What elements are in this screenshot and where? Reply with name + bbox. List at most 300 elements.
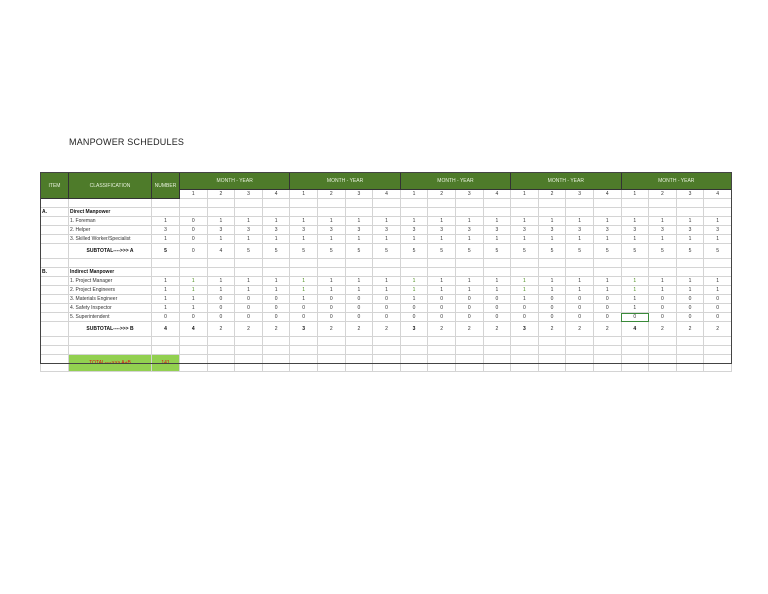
empty-cell[interactable]	[428, 337, 456, 346]
subtotal-value[interactable]: 2	[593, 322, 621, 337]
value-cell[interactable]: 0	[345, 313, 373, 322]
total-number[interactable]: 141	[152, 355, 180, 372]
value-cell[interactable]: 1	[676, 217, 704, 226]
header-week[interactable]: 2	[649, 190, 677, 199]
value-cell[interactable]: 0	[317, 295, 345, 304]
value-cell[interactable]: 0	[676, 313, 704, 322]
empty-cell[interactable]	[538, 346, 566, 355]
value-cell[interactable]: 0	[235, 295, 263, 304]
empty-cell[interactable]	[345, 259, 373, 268]
empty-cell[interactable]	[207, 355, 235, 372]
empty-cell[interactable]	[180, 355, 208, 372]
value-cell[interactable]: 3	[704, 226, 732, 235]
empty-cell[interactable]	[621, 346, 649, 355]
value-cell[interactable]: 1	[207, 286, 235, 295]
empty-cell[interactable]	[235, 355, 263, 372]
subtotal-value[interactable]: 2	[676, 322, 704, 337]
empty-cell[interactable]	[207, 268, 235, 277]
empty-cell[interactable]	[290, 337, 318, 346]
header-week[interactable]: 1	[511, 190, 539, 199]
number-cell[interactable]: 1	[152, 235, 180, 244]
header-month-year[interactable]: MONTH - YEAR	[400, 173, 510, 190]
value-cell[interactable]: 0	[180, 235, 208, 244]
empty-cell[interactable]	[538, 208, 566, 217]
empty-cell[interactable]	[704, 259, 732, 268]
subtotal-value[interactable]: 5	[345, 244, 373, 259]
value-cell[interactable]: 3	[676, 226, 704, 235]
header-month-year[interactable]: MONTH - YEAR	[511, 173, 621, 190]
value-cell[interactable]: 1	[704, 286, 732, 295]
empty-cell[interactable]	[566, 355, 594, 372]
empty-cell[interactable]	[262, 337, 290, 346]
value-cell[interactable]: 1	[373, 286, 401, 295]
empty-cell[interactable]	[180, 268, 208, 277]
empty-cell[interactable]	[152, 337, 180, 346]
value-cell[interactable]: 1	[621, 295, 649, 304]
value-cell[interactable]: 1	[483, 235, 511, 244]
empty-cell[interactable]	[41, 259, 69, 268]
value-cell[interactable]: 1	[704, 235, 732, 244]
value-cell[interactable]: 1	[621, 235, 649, 244]
value-cell[interactable]: 0	[483, 295, 511, 304]
empty-cell[interactable]	[41, 277, 69, 286]
header-week[interactable]: 2	[538, 190, 566, 199]
empty-cell[interactable]	[41, 295, 69, 304]
value-cell[interactable]: 1	[345, 235, 373, 244]
value-cell[interactable]: 1	[593, 235, 621, 244]
value-cell[interactable]: 0	[262, 295, 290, 304]
empty-cell[interactable]	[41, 199, 69, 208]
value-cell[interactable]: 0	[483, 304, 511, 313]
empty-cell[interactable]	[704, 199, 732, 208]
empty-cell[interactable]	[538, 259, 566, 268]
empty-cell[interactable]	[649, 259, 677, 268]
classification-label[interactable]: 3. Skilled Worker/Specialist	[69, 235, 152, 244]
value-cell[interactable]: 3	[290, 226, 318, 235]
subtotal-value[interactable]: 5	[704, 244, 732, 259]
empty-cell[interactable]	[290, 355, 318, 372]
empty-cell[interactable]	[207, 337, 235, 346]
value-cell[interactable]: 1	[345, 286, 373, 295]
subtotal-value[interactable]: 2	[704, 322, 732, 337]
empty-cell[interactable]	[235, 259, 263, 268]
value-cell[interactable]: 0	[538, 304, 566, 313]
value-cell[interactable]: 1	[400, 295, 428, 304]
value-cell[interactable]: 3	[538, 226, 566, 235]
value-cell[interactable]: 3	[400, 226, 428, 235]
value-cell[interactable]: 1	[538, 286, 566, 295]
empty-cell[interactable]	[483, 346, 511, 355]
value-cell[interactable]: 0	[345, 304, 373, 313]
header-week[interactable]: 1	[290, 190, 318, 199]
value-cell[interactable]: 0	[593, 304, 621, 313]
value-cell[interactable]: 1	[400, 277, 428, 286]
value-cell[interactable]: 3	[483, 226, 511, 235]
empty-cell[interactable]	[676, 268, 704, 277]
value-cell[interactable]: 1	[621, 217, 649, 226]
subtotal-value[interactable]: 2	[566, 322, 594, 337]
value-cell[interactable]: 1	[428, 286, 456, 295]
value-cell[interactable]: 3	[455, 226, 483, 235]
empty-cell[interactable]	[455, 259, 483, 268]
empty-cell[interactable]	[180, 199, 208, 208]
value-cell[interactable]: 0	[483, 313, 511, 322]
value-cell[interactable]: 0	[455, 313, 483, 322]
header-week[interactable]: 4	[262, 190, 290, 199]
value-cell[interactable]: 0	[290, 313, 318, 322]
value-cell[interactable]: 1	[593, 286, 621, 295]
value-cell[interactable]: 1	[180, 286, 208, 295]
empty-cell[interactable]	[69, 346, 152, 355]
empty-cell[interactable]	[345, 199, 373, 208]
classification-label[interactable]: 1. Project Manager	[69, 277, 152, 286]
empty-cell[interactable]	[41, 217, 69, 226]
value-cell[interactable]: 0	[317, 313, 345, 322]
empty-cell[interactable]	[290, 346, 318, 355]
empty-cell[interactable]	[593, 337, 621, 346]
value-cell[interactable]: 1	[400, 235, 428, 244]
empty-cell[interactable]	[621, 199, 649, 208]
empty-cell[interactable]	[235, 208, 263, 217]
header-item[interactable]: ITEM	[41, 173, 69, 199]
empty-cell[interactable]	[262, 208, 290, 217]
empty-cell[interactable]	[235, 346, 263, 355]
empty-cell[interactable]	[649, 355, 677, 372]
header-week[interactable]: 2	[207, 190, 235, 199]
value-cell[interactable]: 0	[373, 304, 401, 313]
empty-cell[interactable]	[704, 346, 732, 355]
empty-cell[interactable]	[511, 259, 539, 268]
subtotal-value[interactable]: 5	[538, 244, 566, 259]
empty-cell[interactable]	[704, 268, 732, 277]
empty-cell[interactable]	[511, 199, 539, 208]
empty-cell[interactable]	[345, 208, 373, 217]
value-cell[interactable]: 1	[455, 235, 483, 244]
subtotal-value[interactable]: 4	[180, 322, 208, 337]
empty-cell[interactable]	[566, 337, 594, 346]
empty-cell[interactable]	[152, 268, 180, 277]
empty-cell[interactable]	[345, 346, 373, 355]
empty-cell[interactable]	[538, 268, 566, 277]
value-cell[interactable]: 0	[566, 304, 594, 313]
value-cell[interactable]: 1	[317, 235, 345, 244]
empty-cell[interactable]	[317, 355, 345, 372]
value-cell[interactable]: 0	[207, 313, 235, 322]
empty-cell[interactable]	[704, 355, 732, 372]
value-cell[interactable]: 1	[290, 217, 318, 226]
value-cell[interactable]: 1	[180, 277, 208, 286]
empty-cell[interactable]	[235, 199, 263, 208]
value-cell[interactable]: 1	[235, 235, 263, 244]
empty-cell[interactable]	[373, 208, 401, 217]
value-cell[interactable]: 1	[621, 277, 649, 286]
empty-cell[interactable]	[676, 337, 704, 346]
empty-cell[interactable]	[676, 355, 704, 372]
empty-cell[interactable]	[511, 268, 539, 277]
empty-cell[interactable]	[483, 208, 511, 217]
number-cell[interactable]: 1	[152, 295, 180, 304]
value-cell[interactable]: 1	[262, 217, 290, 226]
subtotal-value[interactable]: 2	[373, 322, 401, 337]
empty-cell[interactable]	[180, 346, 208, 355]
value-cell[interactable]: 1	[538, 217, 566, 226]
subtotal-value[interactable]: 5	[290, 244, 318, 259]
empty-cell[interactable]	[593, 208, 621, 217]
subtotal-value[interactable]: 5	[621, 244, 649, 259]
empty-cell[interactable]	[428, 268, 456, 277]
value-cell[interactable]: 1	[428, 235, 456, 244]
value-cell[interactable]: 3	[317, 226, 345, 235]
empty-cell[interactable]	[455, 346, 483, 355]
value-cell[interactable]: 1	[704, 217, 732, 226]
value-cell[interactable]: 1	[649, 286, 677, 295]
empty-cell[interactable]	[621, 355, 649, 372]
empty-cell[interactable]	[566, 346, 594, 355]
subtotal-value[interactable]: 3	[400, 322, 428, 337]
header-week[interactable]: 2	[428, 190, 456, 199]
classification-label[interactable]: 2. Project Engineers	[69, 286, 152, 295]
empty-cell[interactable]	[400, 346, 428, 355]
value-cell[interactable]: 0	[317, 304, 345, 313]
empty-cell[interactable]	[180, 259, 208, 268]
empty-cell[interactable]	[428, 199, 456, 208]
empty-cell[interactable]	[538, 355, 566, 372]
empty-cell[interactable]	[428, 259, 456, 268]
empty-cell[interactable]	[317, 199, 345, 208]
empty-cell[interactable]	[593, 268, 621, 277]
value-cell[interactable]: 1	[400, 286, 428, 295]
empty-cell[interactable]	[41, 286, 69, 295]
empty-cell[interactable]	[649, 208, 677, 217]
header-week[interactable]: 3	[676, 190, 704, 199]
value-cell[interactable]: 1	[511, 277, 539, 286]
value-cell[interactable]: 0	[180, 217, 208, 226]
empty-cell[interactable]	[400, 208, 428, 217]
subtotal-label[interactable]: SUBTOTAL---->>> A	[69, 244, 152, 259]
subtotal-value[interactable]: 5	[400, 244, 428, 259]
value-cell[interactable]: 3	[207, 226, 235, 235]
subtotal-value[interactable]: 5	[566, 244, 594, 259]
header-week[interactable]: 4	[704, 190, 732, 199]
empty-cell[interactable]	[593, 199, 621, 208]
value-cell[interactable]: 0	[455, 295, 483, 304]
empty-cell[interactable]	[262, 268, 290, 277]
value-cell[interactable]: 1	[455, 286, 483, 295]
value-cell[interactable]: 1	[317, 286, 345, 295]
value-cell[interactable]: 1	[566, 277, 594, 286]
subtotal-value[interactable]: 5	[373, 244, 401, 259]
value-cell[interactable]: 0	[704, 304, 732, 313]
value-cell[interactable]: 1	[566, 235, 594, 244]
value-cell[interactable]: 1	[593, 217, 621, 226]
value-cell[interactable]: 0	[373, 295, 401, 304]
empty-cell[interactable]	[41, 244, 69, 259]
value-cell[interactable]: 3	[373, 226, 401, 235]
header-number[interactable]: NUMBER	[152, 173, 180, 199]
subtotal-value[interactable]: 5	[593, 244, 621, 259]
value-cell[interactable]: 0	[428, 313, 456, 322]
value-cell[interactable]: 0	[235, 304, 263, 313]
empty-cell[interactable]	[400, 268, 428, 277]
subtotal-value[interactable]: 4	[621, 322, 649, 337]
value-cell[interactable]: 1	[180, 304, 208, 313]
subtotal-value[interactable]: 2	[538, 322, 566, 337]
header-week[interactable]: 3	[345, 190, 373, 199]
empty-cell[interactable]	[290, 259, 318, 268]
value-cell[interactable]: 1	[483, 277, 511, 286]
value-cell[interactable]: 0	[262, 304, 290, 313]
header-month-year[interactable]: MONTH - YEAR	[621, 173, 732, 190]
subtotal-value[interactable]: 5	[235, 244, 263, 259]
empty-cell[interactable]	[704, 337, 732, 346]
header-week[interactable]: 3	[455, 190, 483, 199]
value-cell[interactable]: 0	[180, 226, 208, 235]
value-cell[interactable]: 0	[649, 304, 677, 313]
value-cell[interactable]: 1	[428, 217, 456, 226]
value-cell[interactable]: 1	[345, 277, 373, 286]
empty-cell[interactable]	[621, 337, 649, 346]
empty-cell[interactable]	[566, 259, 594, 268]
empty-cell[interactable]	[428, 355, 456, 372]
empty-cell[interactable]	[455, 199, 483, 208]
number-cell[interactable]: 1	[152, 277, 180, 286]
value-cell[interactable]: 0	[428, 295, 456, 304]
value-cell[interactable]: 1	[290, 286, 318, 295]
subtotal-value[interactable]: 5	[262, 244, 290, 259]
empty-cell[interactable]	[207, 259, 235, 268]
subtotal-value[interactable]: 2	[345, 322, 373, 337]
value-cell[interactable]: 1	[317, 217, 345, 226]
empty-cell[interactable]	[317, 346, 345, 355]
value-cell[interactable]: 1	[649, 217, 677, 226]
empty-cell[interactable]	[593, 259, 621, 268]
empty-cell[interactable]	[235, 337, 263, 346]
value-cell[interactable]: 1	[290, 277, 318, 286]
section-name[interactable]: Indirect Manpower	[69, 268, 152, 277]
subtotal-value[interactable]: 2	[649, 322, 677, 337]
value-cell[interactable]: 1	[428, 277, 456, 286]
value-cell[interactable]: 1	[566, 286, 594, 295]
number-cell[interactable]: 0	[152, 313, 180, 322]
number-cell[interactable]: 1	[152, 304, 180, 313]
empty-cell[interactable]	[345, 268, 373, 277]
empty-cell[interactable]	[593, 355, 621, 372]
empty-cell[interactable]	[345, 337, 373, 346]
header-week[interactable]: 3	[566, 190, 594, 199]
value-cell[interactable]: 1	[262, 286, 290, 295]
classification-label[interactable]: 5. Superintendent	[69, 313, 152, 322]
header-month-year[interactable]: MONTH - YEAR	[290, 173, 400, 190]
empty-cell[interactable]	[152, 346, 180, 355]
empty-cell[interactable]	[649, 199, 677, 208]
header-week[interactable]: 1	[400, 190, 428, 199]
empty-cell[interactable]	[41, 346, 69, 355]
empty-cell[interactable]	[373, 337, 401, 346]
empty-cell[interactable]	[290, 268, 318, 277]
value-cell[interactable]: 0	[235, 313, 263, 322]
empty-cell[interactable]	[566, 208, 594, 217]
empty-cell[interactable]	[152, 199, 180, 208]
empty-cell[interactable]	[483, 355, 511, 372]
value-cell[interactable]: 0	[676, 295, 704, 304]
value-cell[interactable]: 3	[511, 226, 539, 235]
subtotal-value[interactable]: 2	[455, 322, 483, 337]
value-cell[interactable]: 3	[235, 226, 263, 235]
empty-cell[interactable]	[207, 346, 235, 355]
value-cell[interactable]: 1	[207, 235, 235, 244]
number-cell[interactable]: 3	[152, 226, 180, 235]
empty-cell[interactable]	[511, 355, 539, 372]
empty-cell[interactable]	[428, 346, 456, 355]
empty-cell[interactable]	[400, 259, 428, 268]
value-cell[interactable]: 0	[373, 313, 401, 322]
value-cell[interactable]: 0	[649, 313, 677, 322]
empty-cell[interactable]	[511, 337, 539, 346]
value-cell[interactable]: 3	[593, 226, 621, 235]
header-week[interactable]: 1	[180, 190, 208, 199]
empty-cell[interactable]	[373, 346, 401, 355]
empty-cell[interactable]	[483, 337, 511, 346]
header-week[interactable]: 4	[373, 190, 401, 199]
empty-cell[interactable]	[483, 268, 511, 277]
empty-cell[interactable]	[262, 259, 290, 268]
empty-cell[interactable]	[41, 226, 69, 235]
value-cell[interactable]: 0	[400, 313, 428, 322]
empty-cell[interactable]	[69, 337, 152, 346]
value-cell[interactable]: 1	[649, 235, 677, 244]
subtotal-label[interactable]: SUBTOTAL---->>> B	[69, 322, 152, 337]
value-cell[interactable]: 1	[207, 217, 235, 226]
value-cell[interactable]: 0	[345, 295, 373, 304]
classification-label[interactable]: 3. Materials Engineer	[69, 295, 152, 304]
empty-cell[interactable]	[373, 355, 401, 372]
empty-cell[interactable]	[649, 337, 677, 346]
subtotal-value[interactable]: 0	[180, 244, 208, 259]
empty-cell[interactable]	[649, 268, 677, 277]
total-label[interactable]: TOTAL---->>> A+B	[69, 355, 152, 372]
value-cell[interactable]: 0	[511, 304, 539, 313]
value-cell[interactable]: 0	[676, 304, 704, 313]
empty-cell[interactable]	[649, 346, 677, 355]
value-cell[interactable]: 1	[180, 295, 208, 304]
subtotal-number[interactable]: 5	[152, 244, 180, 259]
value-cell[interactable]: 3	[428, 226, 456, 235]
section-item[interactable]: B.	[41, 268, 69, 277]
subtotal-value[interactable]: 5	[649, 244, 677, 259]
empty-cell[interactable]	[676, 208, 704, 217]
value-cell[interactable]: 1	[262, 277, 290, 286]
empty-cell[interactable]	[41, 235, 69, 244]
subtotal-value[interactable]: 5	[317, 244, 345, 259]
empty-cell[interactable]	[400, 355, 428, 372]
empty-cell[interactable]	[41, 322, 69, 337]
empty-cell[interactable]	[41, 313, 69, 322]
value-cell[interactable]: 1	[593, 277, 621, 286]
empty-cell[interactable]	[262, 346, 290, 355]
value-cell[interactable]: 0	[704, 295, 732, 304]
header-week[interactable]: 4	[483, 190, 511, 199]
empty-cell[interactable]	[290, 208, 318, 217]
subtotal-value[interactable]: 5	[455, 244, 483, 259]
empty-cell[interactable]	[455, 208, 483, 217]
number-cell[interactable]: 1	[152, 217, 180, 226]
empty-cell[interactable]	[428, 208, 456, 217]
value-cell[interactable]: 1	[235, 286, 263, 295]
empty-cell[interactable]	[69, 259, 152, 268]
value-cell[interactable]: 0	[566, 313, 594, 322]
empty-cell[interactable]	[511, 208, 539, 217]
empty-cell[interactable]	[373, 268, 401, 277]
